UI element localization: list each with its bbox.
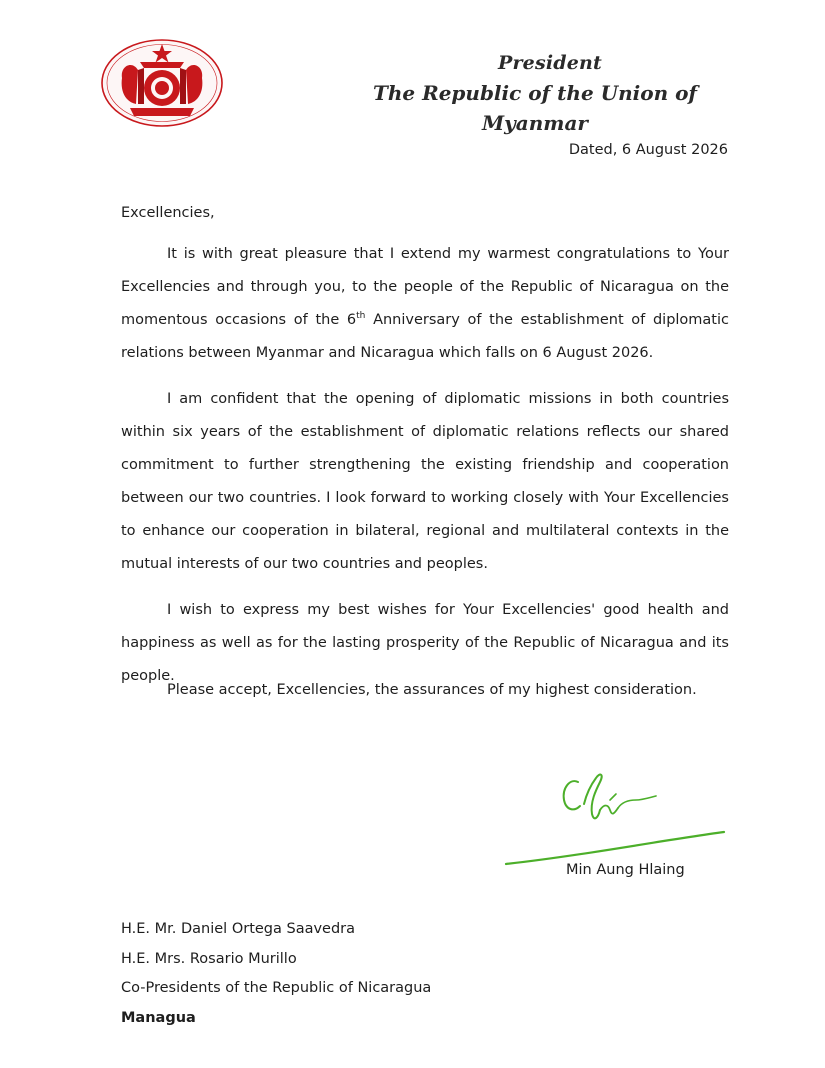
- signature-image: [500, 760, 730, 870]
- paragraph-closing: Please accept, Excellencies, the assurances of my highest consideration.: [167, 682, 697, 698]
- paragraph-1-text-b: Anniversary of the establishment of diplomatic relations between Myanmar and Nicaragua which falls on 6 August 2026.: [121, 312, 729, 361]
- letterhead-title: President: [497, 52, 603, 74]
- salutation: Excellencies,: [121, 205, 215, 221]
- paragraph-wishes: I wish to express my best wishes for Your Excellencies' good health and happiness as well as for the lasting prosperity of the Republic of Nicaragua and its people.: [121, 602, 729, 684]
- addressee-city: Managua: [121, 1009, 196, 1026]
- addressee-title: Co-Presidents of the Republic of Nicaragua: [121, 980, 432, 996]
- ordinal-suffix: th: [356, 311, 366, 322]
- paragraph-1-text-a: It is with great pleasure that I extend my warmest congratulations to Your Excellencies and through you, to the people of the Republic of Nicaragua on the momentous occasions of the 6: [121, 246, 729, 328]
- paragraph-congratulations: [121, 238, 729, 370]
- signatory-name: Min Aung Hlaing: [566, 862, 685, 878]
- date-line: Dated, 6 August 2026: [568, 142, 728, 158]
- addressee-line-1: H.E. Mr. Daniel Ortega Saavedra: [121, 921, 356, 937]
- letterhead-subtitle: The Republic of the Union of Myanmar: [372, 81, 698, 135]
- paragraph-cooperation: I am confident that the opening of diplomatic missions in both countries within six years of the establishment of diplomatic relations reflects our shared commitment to further strengthening the existing friendship and cooperation between our two countries. I look forward to working closely with Your Excellencies to enhance our cooperation in bilateral, regional and multilateral contexts in the mutual interests of our two countries and peoples.: [121, 391, 729, 572]
- state-seal-icon: [100, 38, 224, 128]
- letterhead: [320, 50, 750, 138]
- addressee-block: [121, 915, 431, 1033]
- addressee-line-2: H.E. Mrs. Rosario Murillo: [121, 950, 297, 967]
